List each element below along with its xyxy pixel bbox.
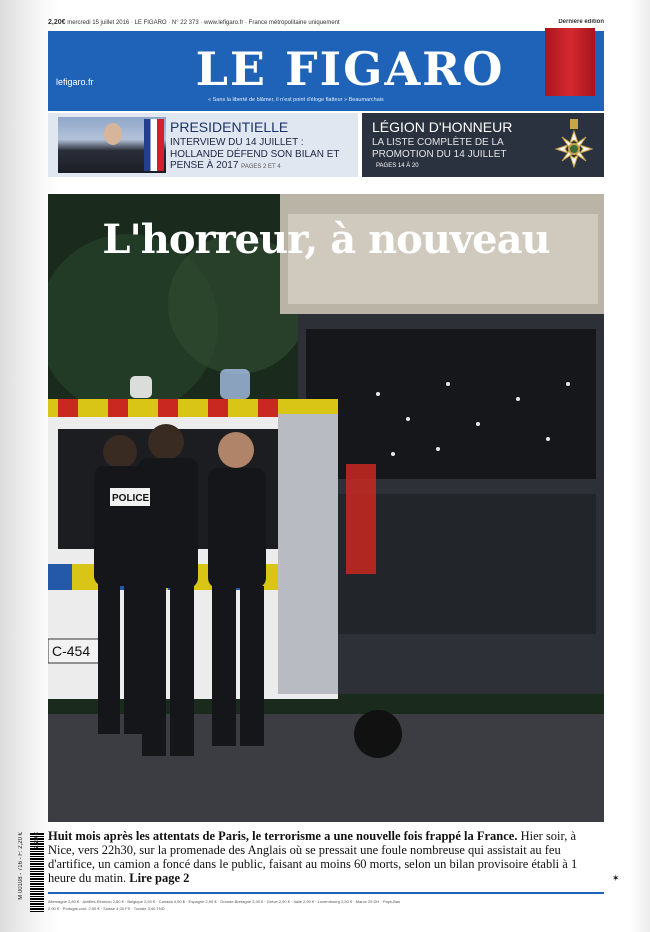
french-flag-icon (144, 119, 164, 171)
top-info-line (48, 19, 604, 31)
masthead-motto: « Sans la liberté de blâmer, il n'est point d'éloge flatteur » Beaumarchais (208, 97, 384, 103)
teaser-legion-honneur[interactable] (362, 113, 604, 177)
star-icon: ✶ (612, 873, 620, 883)
site-url[interactable]: lefigaro.fr (56, 77, 94, 87)
issue-info: mercredi 15 juillet 2016 · LE FIGARO · N° 22 373 · www.lefigaro.fr · France métropolitaine uniquement (67, 20, 340, 26)
teaser-pages: PAGES 14 À 20 (376, 163, 419, 169)
barcode-price: 2,20 € (34, 832, 40, 849)
footer-rule (48, 892, 604, 894)
masthead (48, 31, 604, 111)
article-lead: Huit mois après les attentats de Paris, le terrorisme a une nouvelle fois frappé la France. (48, 829, 518, 843)
teaser-text (170, 137, 354, 174)
issue-price: 2,20€ (48, 19, 66, 26)
lead-article (48, 829, 604, 885)
international-prices: Allemagne 2,80 € · Antilles-Réunion 2,80 € · Belgique 2,50 € · Canada 4,50 $ · Espagne 2,90 € · Grande-Bretagne 2,30 £ · Grèce 2,90 € · Italie 2,90 € · Luxembourg 2,50 € · Maroc 25 DH · Pays-Bas 2,90 € · Portugal cont. 2,90 € · Suisse 4,00 FS · Tunisie 3,90 TND (48, 899, 400, 911)
teaser-presidentielle[interactable] (48, 113, 358, 177)
legion-honneur-medal-icon (552, 119, 596, 169)
main-headline: L'horreur, à nouveau (102, 216, 550, 263)
portrait-image (58, 117, 166, 173)
teaser-title: PRESIDENTIELLE (170, 119, 289, 135)
night-scene-illustration (48, 194, 604, 822)
teaser-text: LA LISTE COMPLÈTE DE LA PROMOTION DU 14 JUILLET (372, 137, 507, 160)
teaser-title: LÉGION D'HONNEUR (372, 119, 513, 135)
police-label: POLICE (112, 493, 150, 504)
teaser-text-body: INTERVIEW DU 14 JUILLET : HOLLANDE DÉFEND SON BILAN ET PENSE À 2017 (170, 137, 340, 171)
newspaper-logo: LE FIGARO (195, 42, 505, 96)
teaser-pages: PAGES 2 ET 4 (241, 164, 281, 170)
ribbon-decoration (545, 28, 595, 96)
portrait-head (104, 123, 122, 145)
barcode-text: M 00108 - 716 - F: 2,20 € (18, 832, 24, 900)
read-more-link[interactable]: Lire page 2 (129, 871, 190, 885)
edition-label: Dernière édition (558, 19, 604, 25)
main-photo (48, 194, 604, 822)
article-body: Hier soir, à Nice, vers 22h30, sur la promenade des Anglais où se pressait une foule nombreuse qui assistait au feu d'artifice, un camion a foncé dans le public, faisant au moins 60 morts, selon un bilan provisoire établi à 1 heure du matin. (48, 829, 578, 885)
license-plate: C-454 (52, 643, 91, 659)
